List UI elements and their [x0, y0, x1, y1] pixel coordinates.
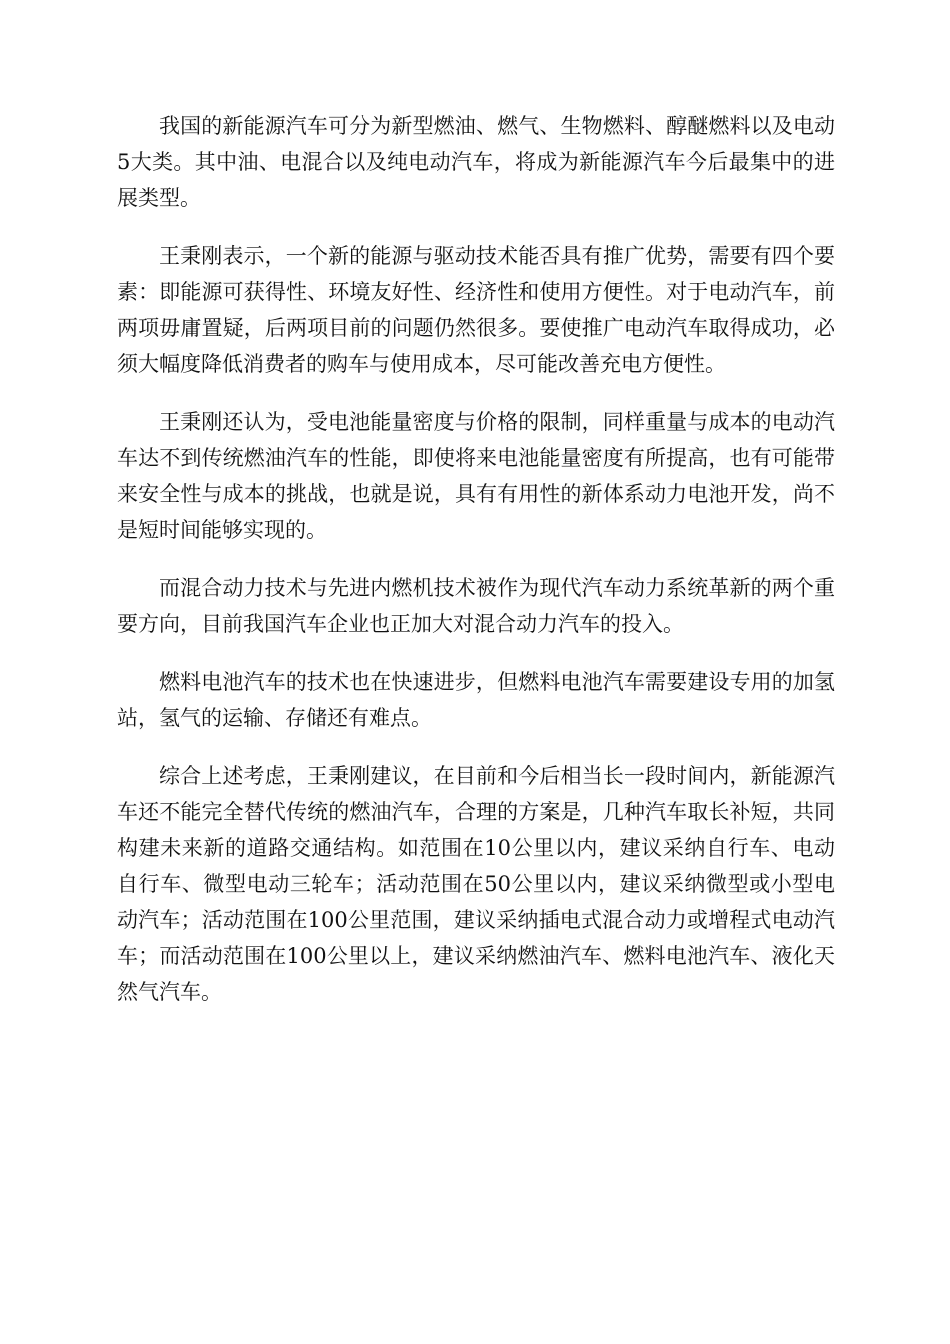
paragraph-6: 综合上述考虑，王秉刚建议，在目前和今后相当长一段时间内，新能源汽车还不能完全替代传统的燃油汽车，合理的方案是，几种汽车取长补短，共同构建未来新的道路交通结构。如范围在10公里以内，建议采纳自行车、电动自行车、微型电动三轮车；活动范围在50公里以内，建议采纳微型或小型电动汽车；活动范围在100公里范围，建议采纳插电式混合动力或增程式电动汽车；而活动范围在100公里以上，建议采纳燃油汽车、燃料电池汽车、液化天然气汽车。	[117, 764, 835, 1004]
document-body	[117, 108, 835, 1032]
paragraph-2: 王秉刚表示，一个新的能源与驱动技术能否具有推广优势，需要有四个要素：即能源可获得性、环境友好性、经济性和使用方便性。对于电动汽车，前两项毋庸置疑，后两项目前的问题仍然很多。要使推广电动汽车取得成功，必须大幅度降低消费者的购车与使用成本，尽可能改善充电方便性。	[117, 244, 835, 376]
paragraph-5: 燃料电池汽车的技术也在快速进步，但燃料电池汽车需要建设专用的加氢站，氢气的运输、存储还有难点。	[117, 670, 835, 730]
paragraph-1: 我国的新能源汽车可分为新型燃油、燃气、生物燃料、醇醚燃料以及电动5大类。其中油、电混合以及纯电动汽车，将成为新能源汽车今后最集中的进展类型。	[117, 114, 835, 210]
paragraph-3: 王秉刚还认为，受电池能量密度与价格的限制，同样重量与成本的电动汽车达不到传统燃油汽车的性能，即使将来电池能量密度有所提高，也有可能带来安全性与成本的挑战，也就是说，具有有用性的新体系动力电池开发，尚不是短时间能够实现的。	[117, 410, 835, 542]
paragraph-4: 而混合动力技术与先进内燃机技术被作为现代汽车动力系统革新的两个重要方向，目前我国汽车企业也正加大对混合动力汽车的投入。	[117, 576, 835, 636]
